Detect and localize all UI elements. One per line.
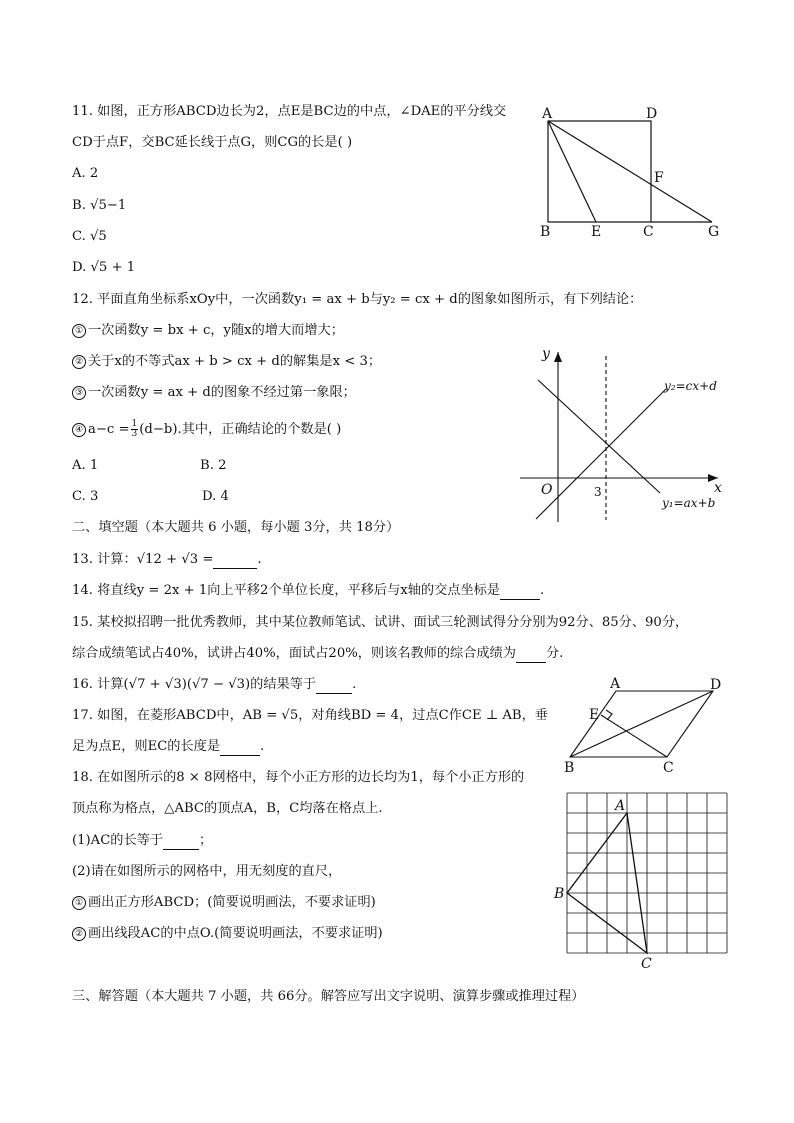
q11-figure-labels (540, 106, 719, 240)
segment-ce (601, 715, 667, 757)
label-origin: O (541, 482, 553, 498)
label-b: B (554, 886, 565, 902)
label-three: 3 (594, 485, 602, 499)
q18-part1: (1)AC的长等于 ； (72, 833, 213, 848)
label-x: x (714, 480, 722, 496)
label-y: y (542, 346, 550, 362)
q17-figure (570, 691, 713, 757)
label-a: A (542, 106, 553, 122)
q13: 13. 计算：√12 + √3 = . (72, 552, 262, 567)
q18-line1: 18. 在如图所示的8 × 8网格中，每个小正方形的边长均为1，每个小正方形的 (72, 770, 525, 785)
q18-line2: 顶点称为格点，△ABC的顶点A，B，C均落在格点上. (72, 801, 383, 816)
label-c: C (663, 760, 674, 776)
label-g: G (708, 224, 720, 240)
q12-option-d: D. 4 (202, 489, 229, 504)
q11-option-b: B. √5−1 (72, 198, 127, 213)
q11-option-c: C. √5 (72, 229, 107, 244)
q11-option-a: A. 2 (72, 166, 99, 181)
circle-marker: ① (72, 324, 86, 338)
label-c: C (641, 956, 652, 972)
label-e: E (591, 224, 602, 240)
section-2-heading: 二、填空题（本大题共 6 小题，每小题 3分，共 18分） (72, 520, 400, 535)
label-b: B (540, 224, 551, 240)
circle-marker: ④ (72, 423, 86, 437)
q12-option-b: B. 2 (200, 458, 227, 473)
q12-conclusion-3: ③ 一次函数y = ax + d的图象不经过第一象限； (72, 385, 356, 401)
q17-line1: 17. 如图，在菱形ABCD中，AB = √5，对角线BD = 4，过点C作CE ⊥ AB，垂 (72, 708, 548, 723)
label-d: D (710, 677, 722, 693)
q12-conclusion-4: ④ a−c = $\frac{1}{3}$ (d−b).其中，正确结论的个数是( ) (72, 420, 341, 439)
q18-sub2: ② 画出线段AC的中点O.(简要说明画法，不要求证明) (72, 926, 383, 942)
q12-conclusion-2: ② 关于x的不等式ax + b > cx + d的解集是x < 3； (72, 354, 381, 370)
q12-figure-labels (541, 346, 722, 510)
line-y1 (538, 380, 660, 493)
q15-line2: 综合成绩笔试占40%，试讲占40%，面试占20%，则该名教师的综合成绩为 分. (72, 646, 564, 661)
q11-line2: CD于点F，交BC延长线于点G，则CG的长是( ) (72, 135, 353, 150)
q15-line1: 15. 某校拟招聘一批优秀教师，其中某位教师笔试、试讲、面试三轮测试得分分别为92分、85分、90分， (72, 615, 689, 630)
circle-marker: ① (72, 896, 86, 910)
q11-option-d: D. √5 + 1 (72, 260, 136, 275)
q14: 14. 将直线y = 2x + 1向上平移2个单位长度，平移后与x轴的交点坐标是 . (72, 583, 545, 598)
square-abcd (548, 121, 651, 222)
label-e: E (589, 707, 600, 723)
label-a: A (610, 676, 621, 692)
label-a: A (615, 798, 626, 814)
label-y1: y₁=ax+b (662, 496, 716, 510)
label-c: C (643, 224, 654, 240)
circle-marker: ③ (72, 386, 86, 400)
line-y2 (536, 389, 666, 519)
q12-option-c: C. 3 (72, 489, 99, 504)
q12-conclusion-1: ① 一次函数y = bx + c，y随x的增大而增大； (72, 323, 344, 339)
q12-intro: 12. 平面直角坐标系xOy中，一次函数y₁ = ax + b与y₂ = cx + d的图象如图所示，有下列结论： (72, 292, 643, 307)
diagonal-bd (570, 691, 713, 757)
y-axis-arrow-icon (554, 352, 562, 362)
q11-figure (548, 121, 712, 222)
label-b: B (564, 760, 575, 776)
q16: 16. 计算(√7 + √3)(√7 − √3)的结果等于 . (72, 677, 357, 692)
label-d: D (646, 106, 658, 122)
circle-marker: ② (72, 927, 86, 941)
q11-line1: 11. 如图，正方形ABCD边长为2，点E是BC边的中点，∠DAE的平分线交 (72, 104, 507, 119)
q12-option-a: A. 1 (72, 458, 99, 473)
label-y2: y₂=cx+d (664, 379, 717, 393)
circle-marker: ② (72, 355, 86, 369)
label-f: F (654, 170, 664, 186)
q17-line2: 足为点E，则EC的长度是 . (72, 739, 265, 754)
section-3-heading: 三、解答题（本大题共 7 小题，共 66分。解答应写出文字说明、演算步骤或推理过程） (72, 989, 585, 1004)
q18-grid (567, 793, 727, 953)
fraction-one-third: $\frac{1}{3}$ (131, 419, 138, 439)
q18-sub1: ① 画出正方形ABCD；(简要说明画法，不要求证明) (72, 895, 376, 911)
q18-part2: (2)请在如图所示的网格中，用无刻度的直尺， (72, 864, 342, 879)
